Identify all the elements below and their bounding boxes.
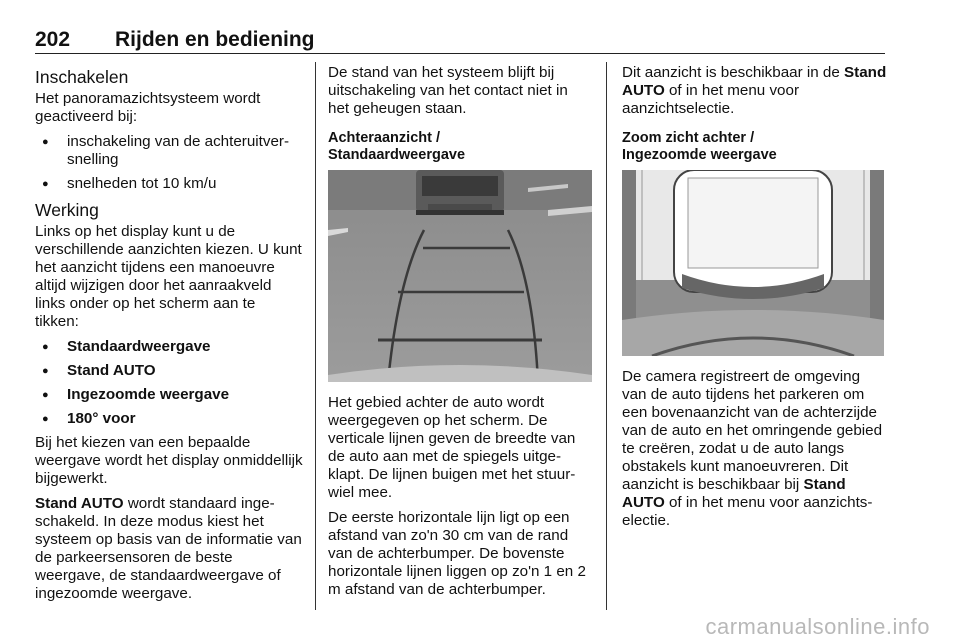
car-top-view-shape [674,170,832,299]
column-2 [328,64,592,606]
list-item: ● Stand AUTO [35,362,303,380]
column-1 [35,64,303,610]
paragraph-bij: Bij het kiezen van een bepaalde weergave wordt het display onmiddellijk bijgewerkt. [35,434,303,487]
heading-rear-line-1: Achteraanzicht / [328,130,440,146]
stand-auto-text: wordt standaard ingeschakeld. In deze modus kiest het systeem op basis van de informatie van de parkeersensoren de beste weergave, de standaardweergave of ingezoomde weergave. [35,495,302,602]
camera-post: of in het menu voor aanzichtselectie. [622,494,873,529]
vehicle-ahead-shape [416,170,504,215]
stand-auto-term: Stand AUTO [35,495,124,512]
stand-auto-term: Stand AUTO [622,476,846,511]
paragraph-dit [622,64,887,118]
page-header [35,28,885,50]
column-divider-2 [606,62,607,610]
camera-pre: De camera registreert de omgeving van de auto tijdens het parkeren om een bovenaanzicht van de achterzijde van de auto en het omringende gebied te creëren, zodat u de auto langs obstakels kunt manoeuvreren. Dit aanzicht is beschikbaar bij [622,368,883,493]
stand-auto-term: Stand AUTO [622,64,887,99]
view-list [35,338,303,428]
paragraph-stand: De stand van het systeem blijft bij uitschakeling van het contact niet in het geheugen staan. [328,64,568,117]
heading-werking: Werking [35,200,99,220]
column-divider-1 [315,62,316,610]
list-item: ● Ingezoomde weergave [35,386,303,404]
heading-rear-view [328,130,592,164]
list-item: ● inschakeling van de achteruitversnelling [35,133,303,169]
list-item: ● 180° voor [35,410,303,428]
rear-camera-zoom-view-image [622,170,884,356]
column-3 [622,64,887,537]
rear-camera-standard-view-image [328,170,592,382]
heading-inschakelen: Inschakelen [35,67,129,87]
heading-rear-line-2: Standaardweergave [328,147,466,163]
list-item: ● Standaardweergave [35,338,303,356]
dit-pre: Dit aanzicht is beschikbaar in de [622,64,845,81]
dit-post: of in het menu voor aanzichtselectie. [622,82,799,117]
paragraph-stand-auto [35,495,303,603]
paragraph-eerste: De eerste horizontale lijn ligt op een afstand van zo'n 30 cm van de rand van de achterbumper. De bovenste horizontale lijnen liggen op zo'n 1 en 2 m afstand van de achterbumper. [328,509,586,598]
paragraph-activated: Het panoramazichtsysteem wordt geactiveerd bij: [35,90,261,125]
paragraph-gebied: Het gebied achter de auto wordt weergegeven op het scherm. De verticale lijnen geven de breedte van de auto aan met de spiegels uitgeklapt. De lijnen buigen met het stuurwiel mee. [328,394,576,501]
heading-zoom-line-2: Ingezoomde weergave [622,147,777,163]
heading-zoom-line-1: Zoom zicht achter / [622,130,755,146]
heading-zoom-view [622,130,887,164]
activation-list [35,133,303,193]
paragraph-camera [622,368,887,530]
chapter-title: Rijden en bediening [115,28,315,51]
watermark: carmanualsonline.info [705,614,930,639]
list-item: ● snelheden tot 10 km/u [35,175,303,193]
page-number: 202 [35,28,71,51]
paragraph-links: Links op het display kunt u de verschillende aanzichten kiezen. U kunt het aanzicht tijdens een manoeuvre altijd wijzigen door het aanraakveld links onder op het scherm aan te tikken: [35,223,302,330]
header-rule [35,53,885,54]
